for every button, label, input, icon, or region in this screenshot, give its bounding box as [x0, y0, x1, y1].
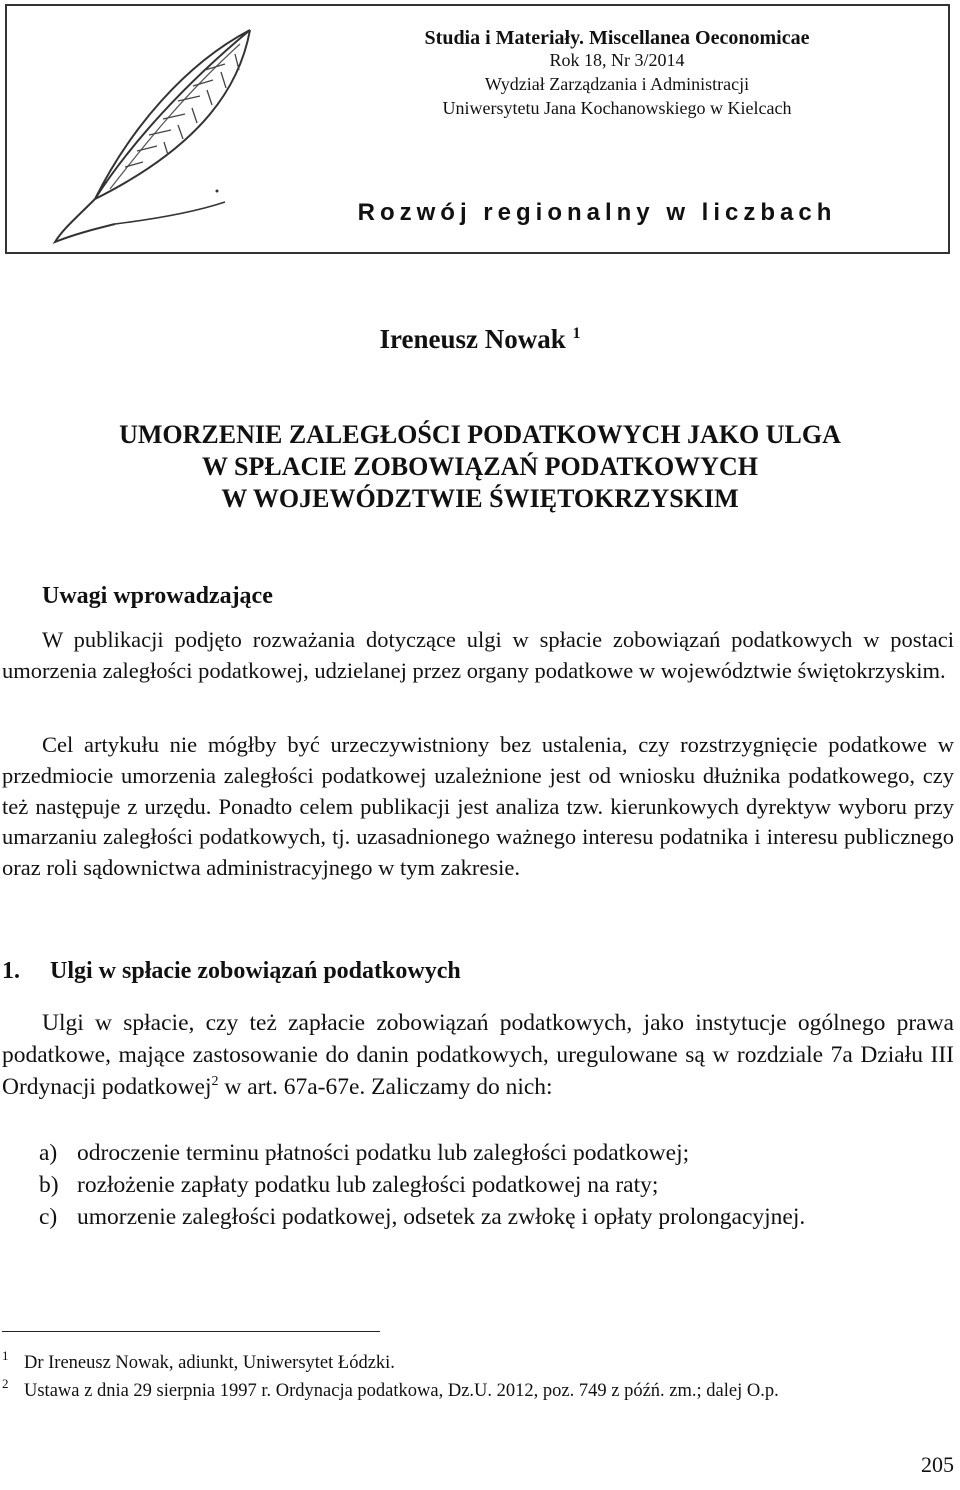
footnote-number: 1 [2, 1348, 9, 1363]
list-item [2, 1169, 954, 1201]
journal-header [5, 4, 950, 254]
list-item-text: umorzenie zaległości podatkowej, odsetek za zwłokę i opłaty prolongacyjnej. [77, 1204, 806, 1230]
journal-title: Studia i Materiały. Miscellanea Oeconomicae [424, 27, 810, 49]
list-item-text: rozłożenie zapłaty podatku lub zaległości podatkowej na raty; [77, 1172, 659, 1198]
footnote-text: Ustawa z dnia 29 sierpnia 1997 r. Ordynacja podatkowa, Dz.U. 2012, poz. 749 z późń. zm.; dalej O.p. [24, 1381, 779, 1401]
relief-list [2, 1137, 954, 1233]
page-number: 205 [921, 1452, 954, 1477]
article-title-line-3: W WOJEWÓDZTWIE ŚWIĘTOKRZYSKIM [221, 484, 739, 513]
footnote-ref-2: 2 [211, 1074, 219, 1090]
intro-paragraph-1: W publikacji podjęto rozważania dotyczące ulgi w spłacie zobowiązań podatkowych w postaci umorzenia zaległości podatkowej, udzielanej przez organy podatkowe w województwie świętokrzyskim. [2, 627, 954, 683]
section-heading-1 [2, 958, 461, 985]
journal-faculty: Wydział Zarządzania i Administracji [484, 74, 750, 94]
list-item [2, 1201, 954, 1233]
footnote-1 [2, 1350, 954, 1376]
footnote-number: 2 [2, 1376, 9, 1391]
list-item-letter: c) [39, 1204, 58, 1230]
footnote-divider [2, 1331, 380, 1332]
section-number: 1. [2, 958, 20, 984]
section-1-paragraph [2, 1007, 954, 1103]
article-title-line-2: W SPŁACIE ZOBOWIĄZAŃ PODATKOWYCH [202, 452, 758, 481]
list-item-text: odroczenie terminu płatności podatku lub zaległości podatkowej; [77, 1140, 690, 1166]
quill-feather-icon [35, 24, 275, 254]
section-title: Ulgi w spłacie zobowiązań podatkowych [50, 958, 461, 984]
list-item [2, 1137, 954, 1169]
article-title-line-1: UMORZENIE ZALEGŁOŚCI PODATKOWYCH JAKO ULGA [119, 420, 841, 449]
list-item-letter: a) [39, 1140, 58, 1166]
author-line [0, 324, 960, 355]
journal-university: Uniwersytetu Jana Kochanowskiego w Kielcach [442, 98, 792, 118]
author-name: Ireneusz Nowak [379, 324, 566, 354]
paragraph-text-part-1: Ulgi w spłacie, czy też zapłacie zobowiązań podatkowych, jako instytucje ogólnego prawa podatkowe, mające zastosowanie do danin podatkowych, uregulowane są w rozdziale 7a Działu III Ordynacji podatkowej [2, 1010, 954, 1100]
section-heading-intro: Uwagi wprowadzające [42, 583, 273, 609]
author-footnote-ref: 1 [572, 325, 581, 342]
paragraph-text-part-2: w art. 67a-67e. Zaliczamy do nich: [218, 1074, 553, 1100]
intro-paragraph-2: Cel artykułu nie mógłby być urzeczywistniony bez ustalenia, czy rozstrzygnięcie podatkowe w przedmiocie umorzenia zaległości podatkowej uzależnione jest od wniosku dłużnika podatkowego, czy też następuje z urzędu. Ponadto celem publikacji jest analiza tzw. kierunkowych dyrektyw wyboru przy umarzaniu zaległości podatkowych, tj. uzasadnionego ważnego interesu podatnika i interesu publicznego oraz roli sądownictwa administracyjnego w tym zakresie. [2, 732, 954, 881]
list-item-letter: b) [39, 1172, 59, 1198]
footnote-text: Dr Ireneusz Nowak, adiunkt, Uniwersytet Łódzki. [24, 1353, 395, 1373]
footnote-2 [2, 1378, 954, 1404]
journal-issue: Rok 18, Nr 3/2014 [549, 50, 685, 70]
series-name: Rozwój regionalny w liczbach [357, 199, 837, 226]
